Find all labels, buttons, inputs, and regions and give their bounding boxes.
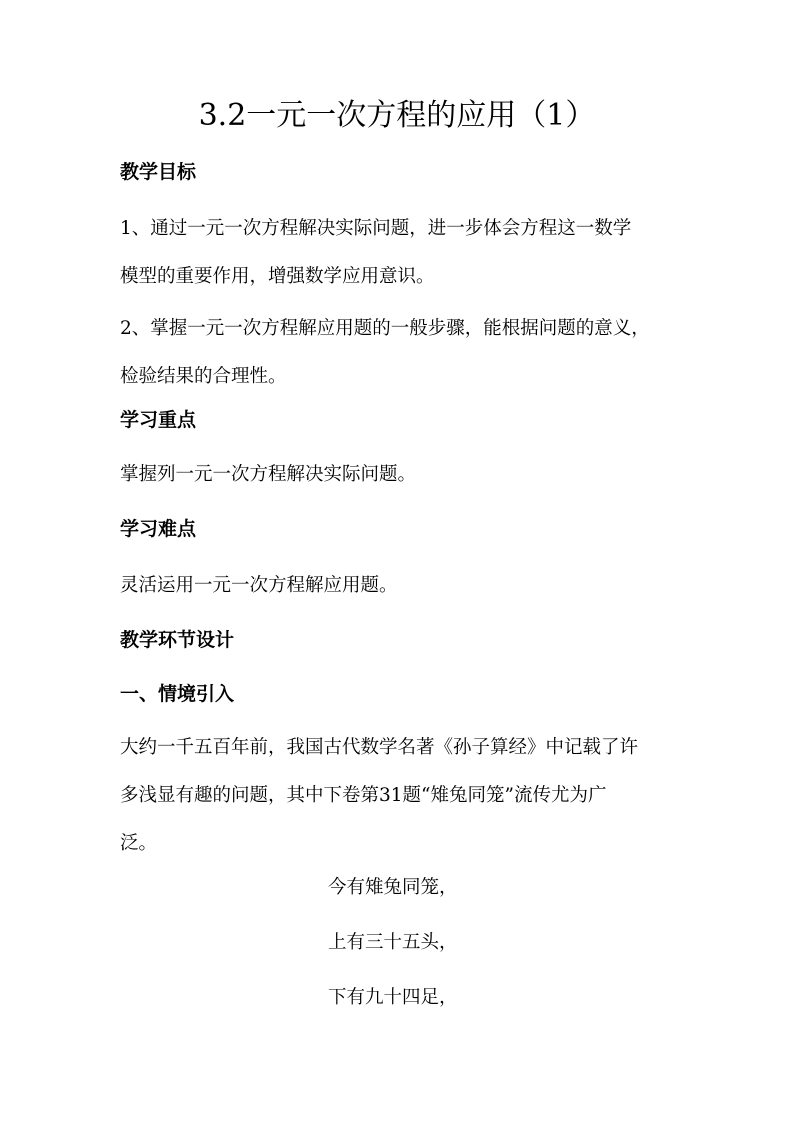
focus-text-line: 掌握列一元一次方程解决实际问题。 <box>120 464 417 485</box>
page-title: 3.2一元一次方程的应用（1） <box>198 98 596 133</box>
poem-line-1: 今有雉兔同笼， <box>328 877 458 898</box>
heading-intro: 一、情境引入 <box>120 683 235 705</box>
objective-item-1-line-2: 模型的重要作用，增强数学应用意识。 <box>120 266 435 287</box>
poem-line-2: 上有三十五头， <box>328 932 458 953</box>
objective-item-1-line-1: 1、通过一元一次方程解决实际问题，进一步体会方程这一数学 <box>120 218 632 239</box>
objective-item-2 <box>120 305 680 401</box>
difficulty-text <box>120 562 680 610</box>
heading-difficulty: 学习难点 <box>120 518 197 540</box>
heading-focus: 学习重点 <box>120 409 197 431</box>
objective-item-1 <box>120 205 680 301</box>
focus-text <box>120 451 680 499</box>
poem-line-3: 下有九十四足， <box>328 987 458 1008</box>
objective-item-2-line-1: 2、掌握一元一次方程解应用题的一般步骤，能根据问题的意义， <box>120 318 650 339</box>
difficulty-text-line: 灵活运用一元一次方程解应用题。 <box>120 575 398 596</box>
intro-line-2: 多浅显有趣的问题，其中下卷第31题“雉兔同笼”流传尤为广 <box>120 785 607 806</box>
intro-paragraph <box>120 724 680 868</box>
heading-objectives: 教学目标 <box>120 161 197 183</box>
intro-line-1: 大约一千五百年前，我国古代数学名著《孙子算经》中记载了许 <box>120 737 639 758</box>
heading-design: 教学环节设计 <box>120 629 235 651</box>
intro-line-3: 泛。 <box>120 833 158 854</box>
objective-item-2-line-2: 检验结果的合理性。 <box>120 366 287 387</box>
